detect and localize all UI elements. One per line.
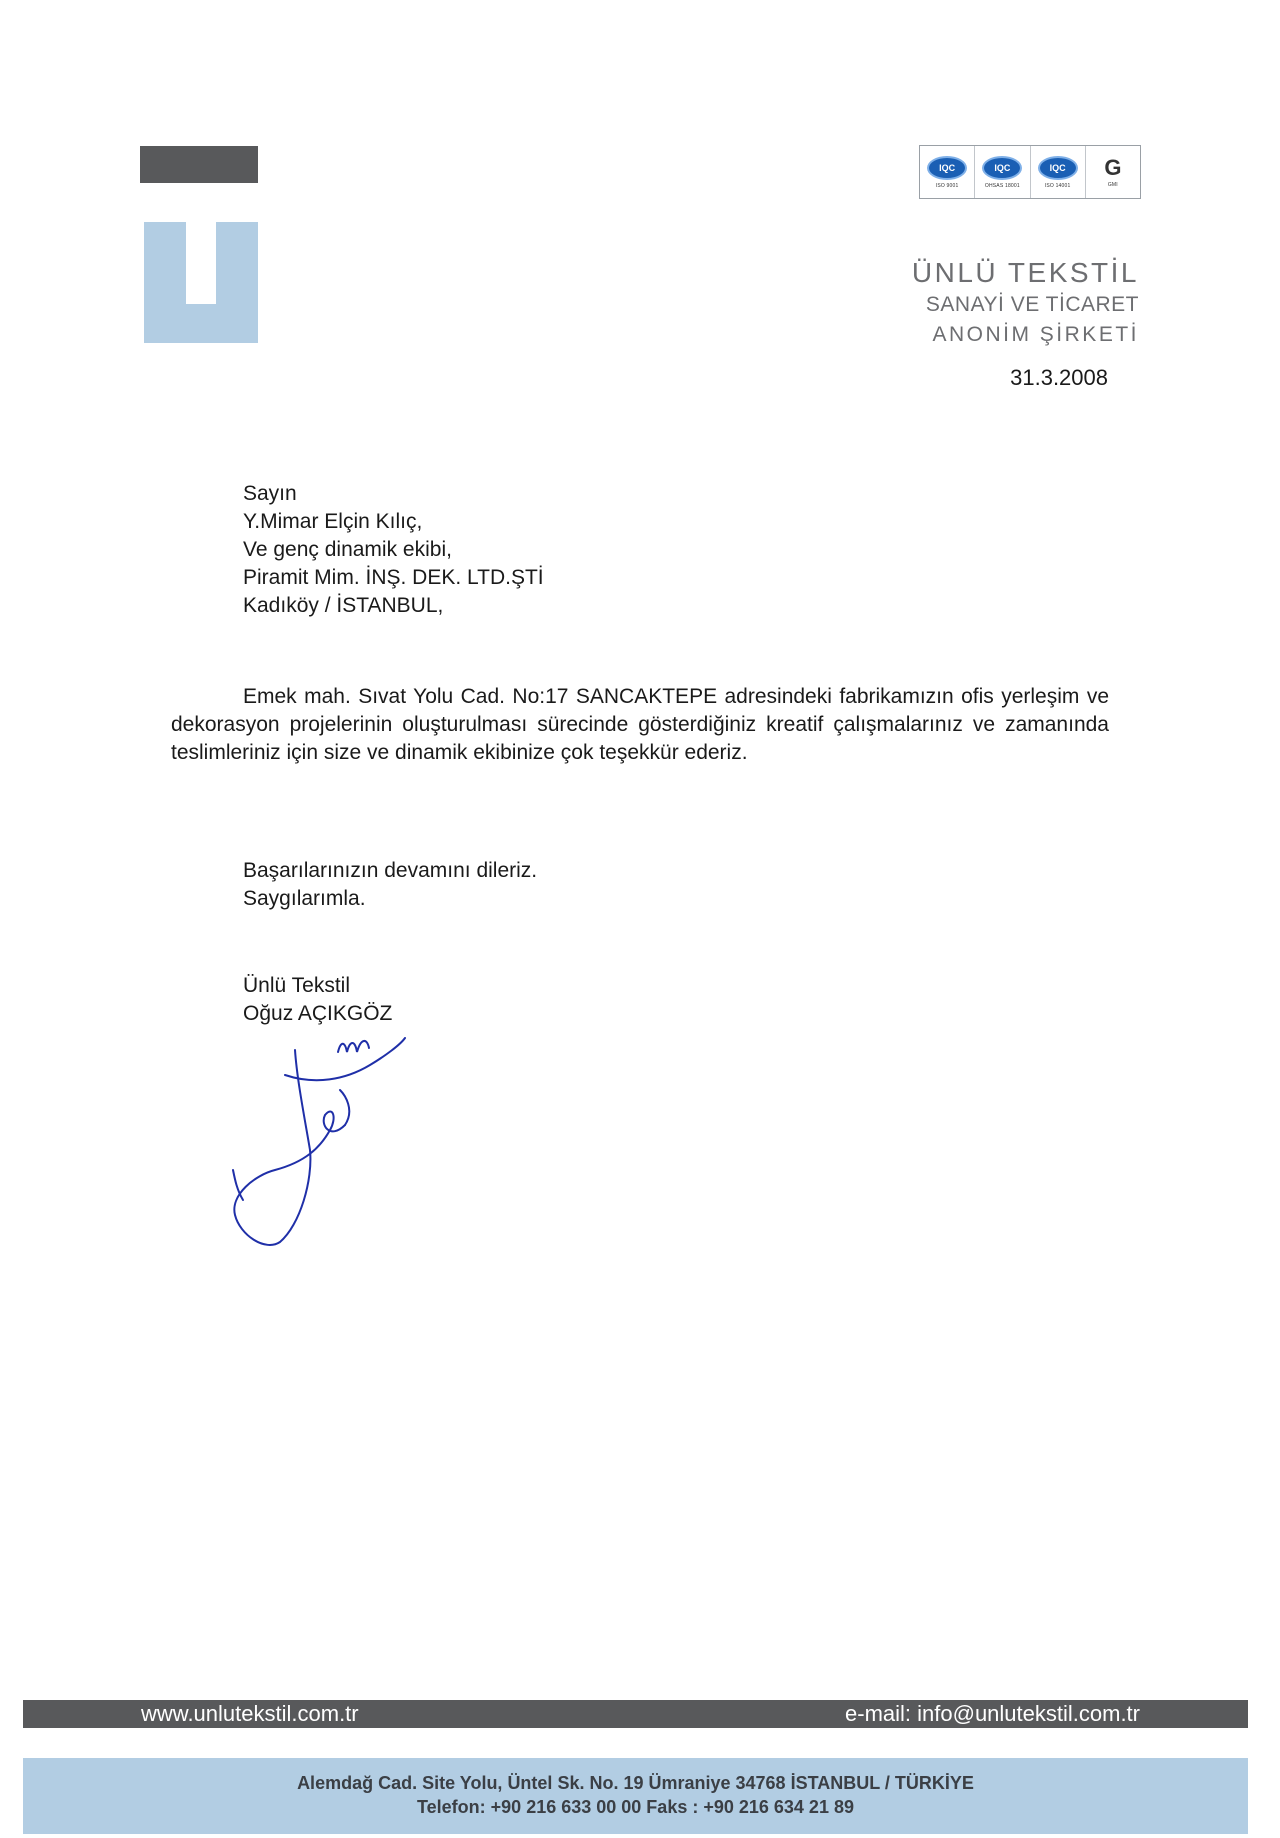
company-logo-icon: [144, 222, 258, 343]
company-header: [912, 256, 1139, 350]
footer-address-bar: [23, 1758, 1248, 1834]
recipient-name: Y.Mimar Elçin Kılıç,: [243, 510, 423, 533]
cert-ohsas-18001: IQC OHSAS 18001: [975, 146, 1030, 198]
recipient-block: [243, 480, 843, 620]
website-link[interactable]: www.unlutekstil.com.tr: [141, 1701, 359, 1726]
email-link[interactable]: e-mail: info@unlutekstil.com.tr: [845, 1701, 1140, 1726]
salutation: Sayın: [243, 482, 297, 505]
closing-wish: Başarılarınızın devamını dileriz.: [243, 859, 538, 882]
letter-body: Emek mah. Sıvat Yolu Cad. No:17 SANCAKTEPE adresindeki fabrikamızın ofis yerleşim ve dekorasyon projelerinin oluşturulması sürecinde gösterdiğiniz kreatif çalışmalarınız ve zamanında teslimleriniz için size ve dinamik ekibinize çok teşekkür ederiz.: [171, 685, 1109, 764]
company-name: ÜNLÜ TEKSTİL: [911, 257, 1139, 288]
cert-seal-icon: IQC: [927, 156, 967, 180]
cert-seal-icon: IQC: [982, 156, 1022, 180]
certification-badges: [919, 145, 1141, 199]
closing-block: [243, 857, 537, 913]
recipient-company: Piramit Mim. İNŞ. DEK. LTD.ŞTİ: [243, 566, 544, 589]
recipient-team: Ve genç dinamik ekibi,: [243, 538, 452, 561]
cert-gmi: G GMI: [1104, 154, 1122, 188]
logo-top-bar: [140, 146, 258, 183]
signer-block: [243, 972, 392, 1028]
company-type-line2: ANONİM ŞİRKETİ: [932, 323, 1139, 346]
signer-name: Oğuz AÇIKGÖZ: [243, 1002, 393, 1025]
footer-address: Alemdağ Cad. Site Yolu, Üntel Sk. No. 19 Ümraniye 34768 İSTANBUL / TÜRKİYE: [297, 1773, 974, 1793]
footer-contact-bar: [23, 1700, 1248, 1728]
recipient-city: Kadıköy / İSTANBUL,: [243, 594, 444, 617]
signature-icon: [225, 1030, 465, 1260]
cert-seal-icon: IQC: [1038, 156, 1078, 180]
cert-iso-9001: IQC ISO 9001: [920, 146, 975, 198]
cert-iso-14001: IQC ISO 14001: [1031, 146, 1086, 198]
company-type-line1: SANAYİ VE TİCARET: [925, 293, 1139, 316]
closing-regards: Saygılarımla.: [243, 887, 366, 910]
signer-company: Ünlü Tekstil: [243, 974, 350, 997]
footer-phones: Telefon: +90 216 633 00 00 Faks : +90 216 634 21 89: [417, 1797, 854, 1817]
letter-date: 31.3.2008: [1010, 365, 1108, 390]
gmi-logo-icon: G: [1104, 154, 1122, 180]
